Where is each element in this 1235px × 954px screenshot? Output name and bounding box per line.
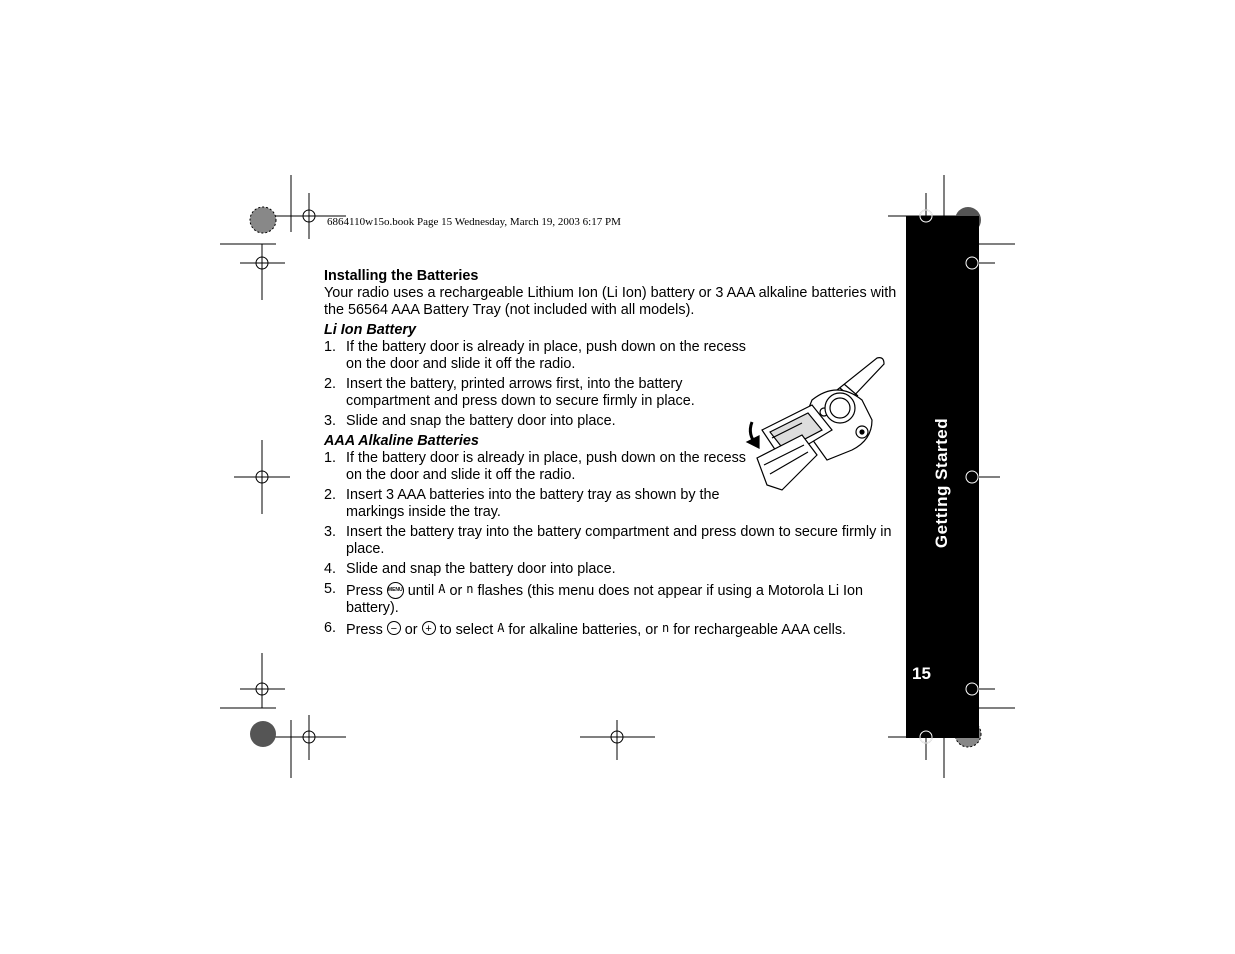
step-text: Slide and snap the battery door into place. <box>346 561 616 577</box>
section-title: Installing the Batteries <box>324 268 479 284</box>
step-number: 1. <box>324 450 337 466</box>
step-number: 2. <box>324 376 337 392</box>
step-text: flashes (this menu does not appear if using a Motorola Li Ion battery). <box>346 583 864 616</box>
step-text: If the battery door is already in place, push down on the recess on the door and slide it off the radio. <box>346 339 746 372</box>
display-a-icon: A <box>497 621 505 635</box>
step-text: or <box>404 622 418 638</box>
step-text: to select <box>439 622 494 638</box>
aaa-heading: AAA Alkaline Batteries <box>324 433 479 449</box>
display-n-icon: n <box>662 621 670 635</box>
display-a-icon: A <box>438 582 446 596</box>
step-number: 5. <box>324 581 337 597</box>
list-item <box>324 339 756 373</box>
step-number: 1. <box>324 339 337 355</box>
print-header: 6864110w15o.book Page 15 Wednesday, March 19, 2003 6:17 PM <box>327 216 621 228</box>
display-n-icon: n <box>466 582 474 596</box>
list-item <box>324 524 904 558</box>
step-number: 4. <box>324 561 337 577</box>
step-number: 6. <box>324 620 337 636</box>
list-item <box>324 561 904 578</box>
step-text: Slide and snap the battery door into place. <box>346 413 616 429</box>
list-item <box>324 620 946 639</box>
intro-paragraph: Your radio uses a rechargeable Lithium Ion (Li Ion) battery or 3 AAA alkaline batteries with the 56564 AAA Battery Tray (not included with all models). <box>324 285 897 318</box>
step-text: Press <box>346 622 383 638</box>
list-item <box>324 487 756 521</box>
radio-battery-illustration <box>742 350 892 500</box>
step-number: 2. <box>324 487 337 503</box>
menu-button-icon: MENU <box>387 582 404 599</box>
step-text: Press <box>346 583 383 599</box>
step-text: If the battery door is already in place, push down on the recess on the door and slide it off the radio. <box>346 450 746 483</box>
step-text: Insert the battery tray into the battery compartment and press down to secure firmly in place. <box>346 524 892 557</box>
list-item <box>324 450 756 484</box>
step-text: for rechargeable AAA cells. <box>673 622 847 638</box>
list-item <box>324 581 906 617</box>
step-text: Insert the battery, printed arrows first, into the battery compartment and press down to secure firmly in place. <box>346 376 695 409</box>
minus-button-icon: − <box>387 621 401 635</box>
step-text: or <box>449 583 463 599</box>
step-number: 3. <box>324 413 337 429</box>
plus-button-icon: + <box>422 621 436 635</box>
tab-crop-marks <box>906 205 996 750</box>
side-tab-label: Getting Started <box>932 417 951 549</box>
page-number: 15 <box>912 664 931 683</box>
li-ion-heading: Li Ion Battery <box>324 322 416 338</box>
step-text: for alkaline batteries, or <box>508 622 658 638</box>
step-text: Insert 3 AAA batteries into the battery tray as shown by the markings inside the tray. <box>346 487 720 520</box>
step-text: until <box>407 583 435 599</box>
step-number: 3. <box>324 524 337 540</box>
list-item <box>324 413 756 430</box>
list-item <box>324 376 756 410</box>
